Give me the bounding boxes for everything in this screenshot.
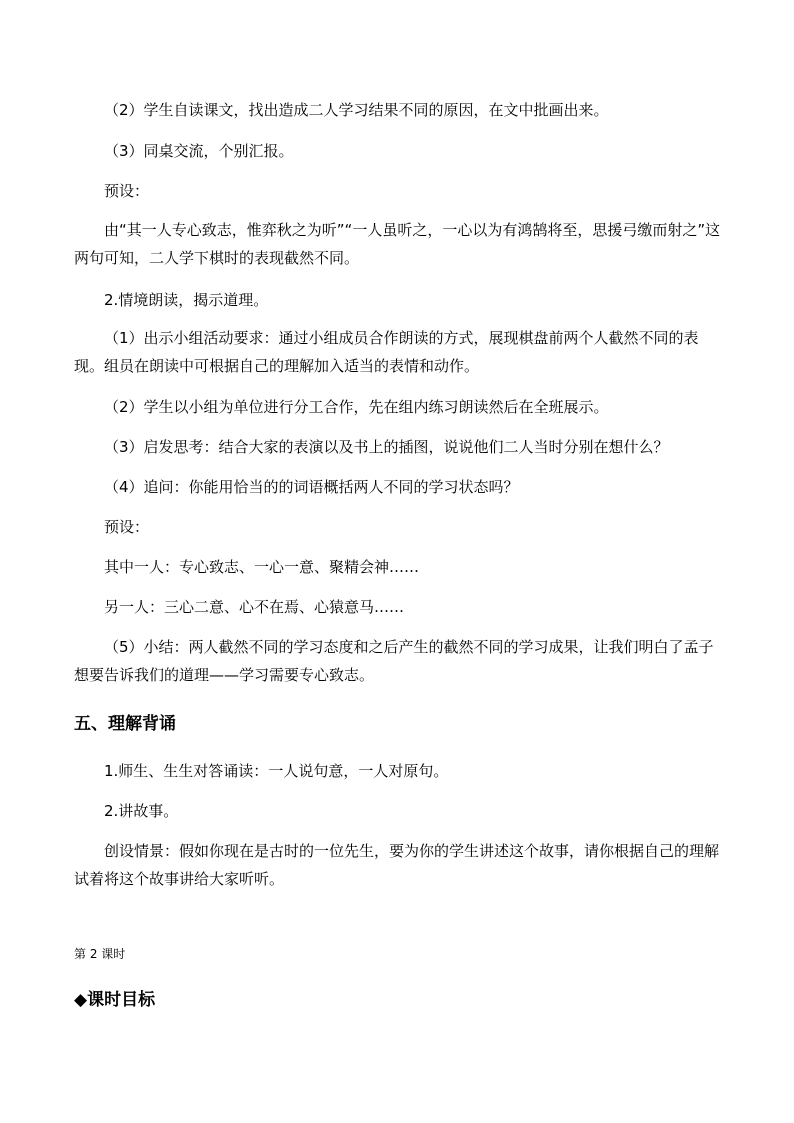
paragraph-first-person: 其中一人：专心致志、一心一意、聚精会神…… <box>104 558 420 576</box>
lesson-label: 第 2 课时 <box>74 947 126 961</box>
paragraph-second-person: 另一人：三心二意、心不在焉、心猿意马…… <box>104 598 405 616</box>
paragraph-preset-label-2: 预设： <box>104 518 150 536</box>
paragraph-create-scenario: 创设情景：假如你现在是古时的一位先生，要为你的学生讲述这个故事，请你根据自己的理解试着将这个故事讲给大家听听。 <box>74 842 720 888</box>
paragraph-situational-reading: 2.情境朗读，揭示道理。 <box>104 291 269 309</box>
paragraph-deskmate-exchange: （3）同桌交流，个别汇报。 <box>104 142 294 160</box>
paragraph-preset-quote: 由“其一人专心致志，惟弈秋之为听”“一人虽听之，一心以为有鸿鹄将至，思援弓缴而射之”这两句可知，二人学下棋时的表现截然不同。 <box>74 221 721 267</box>
paragraph-preset-label: 预设： <box>104 182 150 200</box>
paragraph-group-cooperation: （2）学生以小组为单位进行分工合作，先在组内练习朗读然后在全班展示。 <box>104 398 609 416</box>
paragraph-dialogue-recitation: 1.师生、生生对答诵读：一人说句意，一人对原句。 <box>104 762 449 780</box>
paragraph-group-activity: （1）出示小组活动要求：通过小组成员合作朗读的方式，展现棋盘前两个人截然不同的表现。组员在朗读中可根据自己的理解加入适当的表情和动作。 <box>74 329 699 375</box>
section-heading-understand-recite: 五、理解背诵 <box>74 714 176 734</box>
lesson-objectives-heading: ◆课时目标 <box>74 990 156 1010</box>
paragraph-summary: （5）小结：两人截然不同的学习态度和之后产生的截然不同的学习成果，让我们明白了孟子想要告诉我们的道理——学习需要专心致志。 <box>74 638 714 684</box>
paragraph-follow-up-question: （4）追问：你能用恰当的的词语概括两人不同的学习状态吗？ <box>104 478 519 496</box>
paragraph-inspire-thinking: （3）启发思考：结合大家的表演以及书上的插图，说说他们二人当时分别在想什么？ <box>104 438 669 456</box>
paragraph-self-reading: （2）学生自读课文，找出造成二人学习结果不同的原因，在文中批画出来。 <box>104 101 609 119</box>
paragraph-tell-story: 2.讲故事。 <box>104 802 179 820</box>
